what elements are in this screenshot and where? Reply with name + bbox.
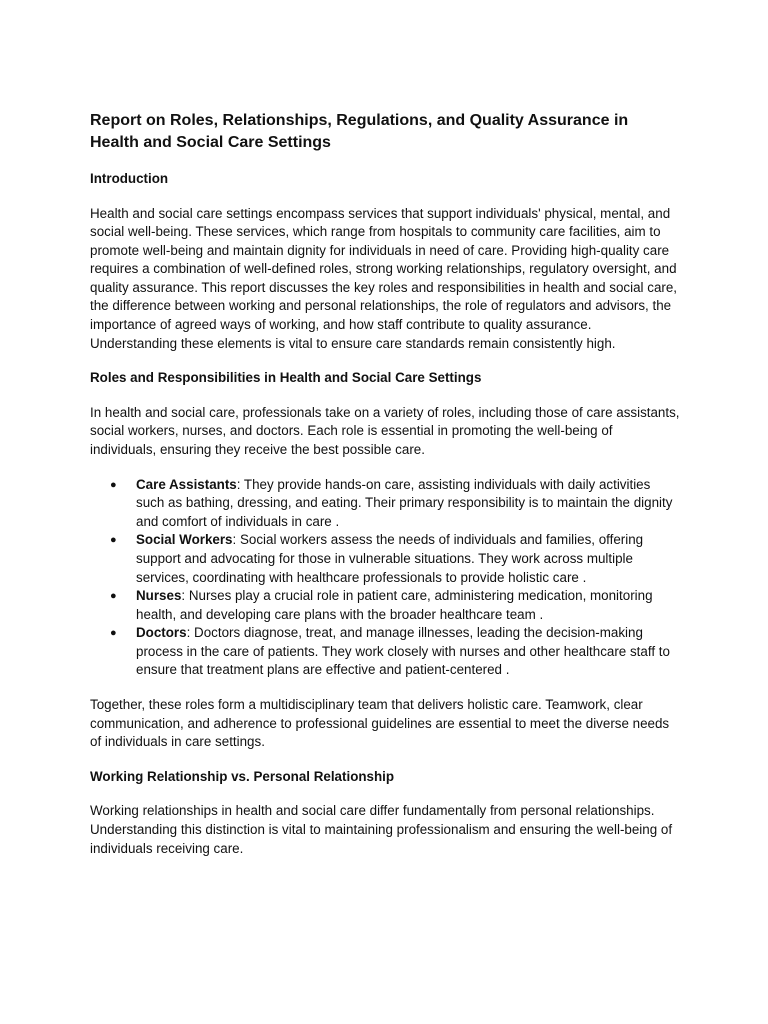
bullet-text: : Doctors diagnose, treat, and manage illnesses, leading the decision-making process in the care of patients. They work closely with nurses and other healthcare staff to ensure that treatment plans are effective and patient-centered .	[136, 625, 670, 678]
document-page	[90, 110, 680, 874]
list-item	[90, 476, 680, 532]
bullet-term: Care Assistants	[136, 476, 237, 492]
introduction-heading: Introduction	[90, 171, 169, 186]
list-item	[90, 587, 680, 624]
bullet-icon: ●	[110, 478, 117, 491]
list-item	[90, 624, 680, 680]
bullet-icon: ●	[110, 590, 117, 603]
relationships-heading: Working Relationship vs. Personal Relationship	[90, 768, 395, 784]
bullet-text: : Nurses play a crucial role in patient care, administering medication, monitoring health, and developing care plans with the broader healthcare team .	[136, 588, 653, 622]
roles-bullet-list	[90, 476, 680, 681]
roles-heading: Roles and Responsibilities in Health and Social Care Settings	[90, 370, 482, 386]
document-title: Report on Roles, Relationships, Regulations, and Quality Assurance in Health and Social Care Settings	[90, 112, 629, 151]
bullet-icon: ●	[110, 534, 117, 547]
bullet-text: : Social workers assess the needs of individuals and families, offering support and advocating for those in vulnerable situations. They work across multiple services, coordinating with healthcare professionals to provide holistic care .	[136, 532, 644, 585]
list-item	[90, 531, 680, 587]
relationships-paragraph: Working relationships in health and social care differ fundamentally from personal relationships. Understanding this distinction is vital to maintaining professionalism and ensuring the well-being of individuals receiving care.	[90, 803, 673, 856]
roles-conclusion-paragraph: Together, these roles form a multidisciplinary team that delivers holistic care. Teamwork, clear communication, and adherence to professional guidelines are essential to meet the diverse needs of individuals in care settings.	[90, 697, 670, 750]
bullet-term: Social Workers	[136, 532, 233, 548]
roles-intro-paragraph: In health and social care, professionals take on a variety of roles, including those of care assistants, social workers, nurses, and doctors. Each role is essential in promoting the well-being of individuals, ensuring they receive the best possible care.	[90, 404, 680, 457]
bullet-term: Doctors	[136, 625, 187, 641]
bullet-icon: ●	[110, 627, 117, 640]
bullet-term: Nurses	[136, 588, 182, 604]
bullet-text: : They provide hands-on care, assisting individuals with daily activities such as bathing, dressing, and eating. Their primary responsibility is to maintain the dignity and comfort of individuals in care .	[136, 476, 673, 529]
introduction-paragraph: Health and social care settings encompass services that support individuals' physical, mental, and social well-being. These services, which range from hospitals to community care facilities, aim to promote well-being and maintain dignity for individuals in need of care. Providing high-quality care requires a combination of well-defined roles, strong working relationships, regulatory oversight, and quality assurance. This report discusses the key roles and responsibilities in health and social care, the difference between working and personal relationships, the role of regulators and advisors, the importance of agreed ways of working, and how staff contribute to quality assurance. Understanding these elements is vital to ensure care standards remain consistently high.	[90, 205, 678, 351]
